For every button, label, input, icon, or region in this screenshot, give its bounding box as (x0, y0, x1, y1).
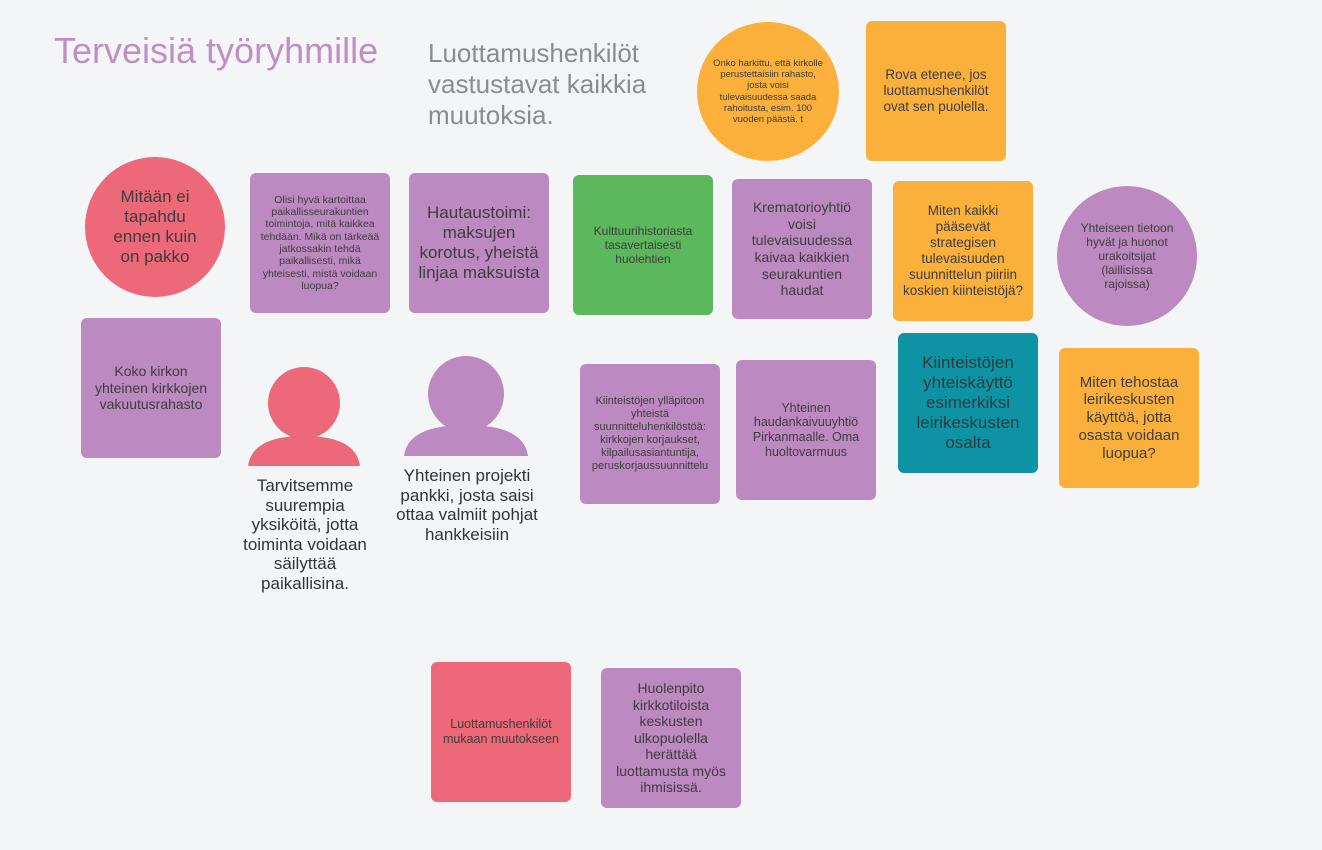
note-haudankaivu[interactable]: Yhteinen haudankaivuuyhtiö Pirkanmaalle. Oma huoltovarmuus (736, 360, 876, 500)
person-icon-purple[interactable] (404, 355, 528, 456)
note-yllapito[interactable]: Kiinteistöjen ylläpitoon yhteistä suunnitteluhenkilöstöä: kirkkojen korjaukset, kilpailusasiantuntija, peruskorjaussuunnittelu (580, 364, 720, 504)
note-krematorio[interactable]: Krematorioyhtiö voisi tulevaisuudessa kaivaa kaikkien seurakuntien haudat (732, 179, 872, 319)
note-leirikeskus[interactable]: Miten tehostaa leirikeskusten käyttöä, jotta osasta voidaan luopua? (1059, 348, 1199, 488)
note-mukaan-muutokseen[interactable]: Luottamushenkilöt mukaan muutokseen (431, 662, 571, 802)
note-rahasto[interactable]: Onko harkittu, että kirkolle perustettaisiin rahasto, josta voisi tulevaisuudessa saada rahoitusta, esim. 100 vuoden päästä. t (697, 22, 839, 161)
note-rova[interactable]: Rova etenee, jos luottamushenkilöt ovat sen puolella. (866, 21, 1006, 161)
person-caption-purple[interactable]: Yhteinen projekti pankki, josta saisi ottaa valmiit pohjat hankkeisiin (396, 466, 538, 544)
free-text-subtitle[interactable]: Luottamushenkilöt vastustavat kaikkia muutoksia. (428, 38, 647, 131)
note-strategisen[interactable]: Miten kaikki pääsevät strategisen tulevaisuuden suunnittelun piiriin koskien kiinteistöjä? (893, 181, 1033, 321)
note-kartoittaa[interactable]: Olisi hyvä kartoittaa paikallisseurakuntien toimintoja, mitä kaikkea tehdään. Mikä on tärkeää jatkossakin tehdä paikallisesti, mikä yhteisesti, mistä voidaan luopua? (250, 173, 390, 313)
person-icon-pink[interactable] (248, 366, 360, 466)
note-kulttuurihistoria[interactable]: Kulttuurihistoriasta tasavertaisesti huolehtien (573, 175, 713, 315)
note-hautaustoimi[interactable]: Hautaustoimi: maksujen korotus, yheistä linjaa maksuista (409, 173, 549, 313)
board-title: Terveisiä työryhmille (54, 30, 379, 71)
note-yhteiskaytto[interactable]: Kiinteistöjen yhteiskäyttö esimerkiksi leirikeskusten osalta (898, 333, 1038, 473)
user-icon (248, 366, 360, 466)
note-vakuutusrahasto[interactable]: Koko kirkon yhteinen kirkkojen vakuutusrahasto (81, 318, 221, 458)
user-icon (404, 355, 528, 456)
note-huolenpito[interactable]: Huolenpito kirkkotiloista keskusten ulkopuolella herättää luottamusta myös ihmisissä. (601, 668, 741, 808)
note-mitaan-ei[interactable]: Mitään ei tapahdu ennen kuin on pakko (85, 157, 225, 297)
person-caption-pink[interactable]: Tarvitsemme suurempia yksiköitä, jotta toiminta voidaan säilyttää paikallisina. (243, 476, 367, 593)
note-urakoitsijat[interactable]: Yhteiseen tietoon hyvät ja huonot urakoitsijat (laillisissa rajoissa) (1057, 186, 1197, 326)
